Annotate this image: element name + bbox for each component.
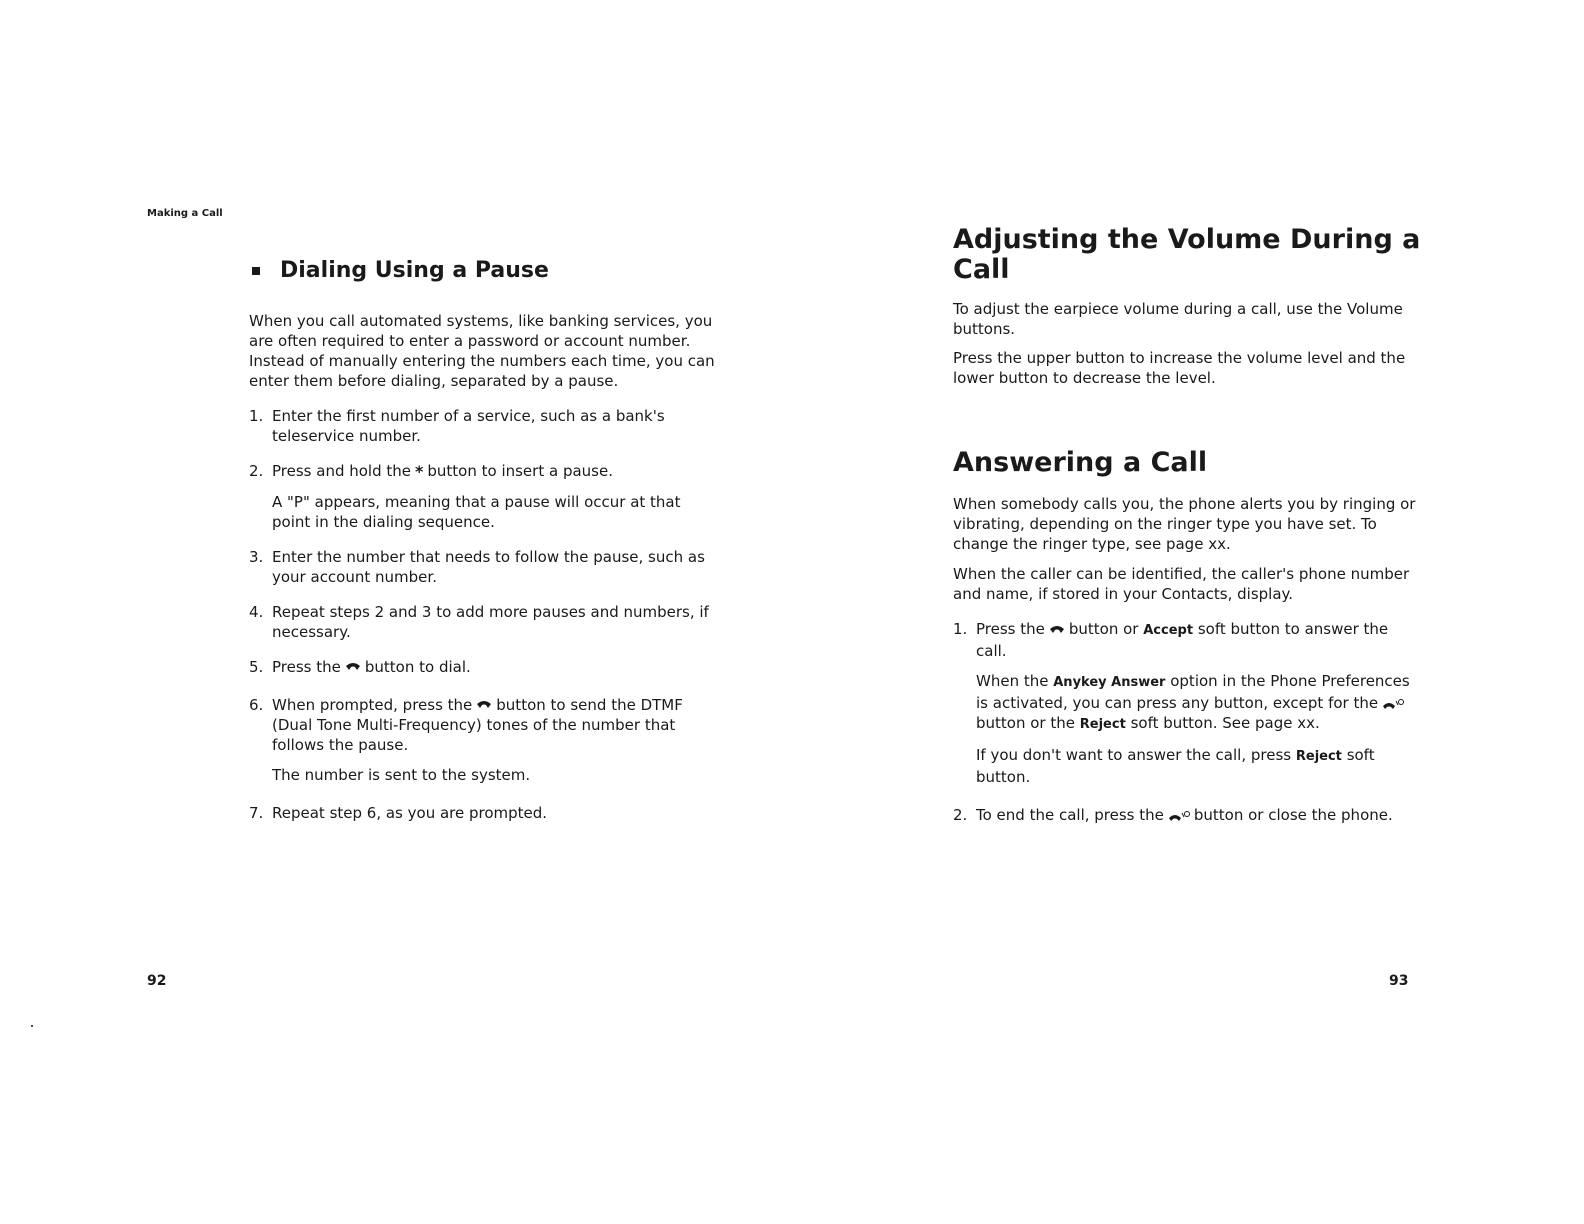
- end-call-icon: [1168, 810, 1190, 822]
- reject-softkey-label: Reject: [1079, 717, 1126, 732]
- page-number-right: 93: [1389, 973, 1409, 989]
- list-item: 7. Repeat step 6, as you are prompted.: [249, 803, 548, 822]
- paragraph: When somebody calls you, the phone alerts you by ringing or vibrating, depending on the ringer type you have set. To change the ringer type, see page xx.: [953, 495, 1416, 553]
- section-heading-volume: Adjusting the Volume During a Call: [953, 224, 1421, 285]
- paragraph: To adjust the earpiece volume during a call, use the Volume buttons.: [953, 300, 1403, 338]
- section-heading-dialing-pause: Dialing Using a Pause: [249, 258, 719, 283]
- list-item: 1. Enter the first number of a service, such as a bank's teleservice number.: [249, 407, 665, 445]
- anykey-answer-label: Anykey Answer: [1053, 675, 1166, 690]
- section-heading-answering: Answering a Call: [953, 447, 1208, 478]
- scan-speck: [31, 1025, 33, 1027]
- paragraph: Press the upper button to increase the volume level and the lower button to decrease the level.: [953, 349, 1406, 387]
- send-call-icon: [345, 662, 361, 672]
- list-item: 1. Press the button or Accept soft button to answer the call. When the Anykey Answer option in the Phone Preferences is activated, you can press any button, except for thebutton or the Reject soft button. See page xx. If you don't want to answer the call, press Reject soft button.: [953, 620, 1410, 786]
- list-item: 3. Enter the number that needs to follow the pause, such as your account number.: [249, 547, 705, 586]
- bullet-icon: [252, 267, 260, 275]
- list-item: 2. Press and hold the * button to insert a pause. A "P" appears, meaning that a pause will occur at that point in the dialing sequence.: [249, 461, 681, 531]
- accept-softkey-label: Accept: [1143, 623, 1194, 638]
- left-page-content: [249, 258, 719, 823]
- page-number-left: 92: [147, 973, 167, 989]
- list-item: 2. To end the call, press the button or close the phone.: [953, 806, 1393, 824]
- right-page-content: [953, 225, 1423, 825]
- running-header: Making a Call: [147, 208, 223, 219]
- star-key-icon: *: [415, 461, 424, 481]
- end-call-icon: [1382, 698, 1404, 710]
- intro-paragraph: When you call automated systems, like banking services, you are often required to enter a password or account number. Instead of manually entering the numbers each time, you can enter them before dialing, separated by a pause.: [249, 312, 715, 390]
- send-call-icon: [1049, 625, 1065, 635]
- list-item: 6. When prompted, press the button to send the DTMF (Dual Tone Multi-Frequency) tones of the number that follows the pause. The number is sent to the system.: [249, 695, 683, 784]
- reject-softkey-label: Reject: [1295, 749, 1342, 764]
- paragraph: When the caller can be identified, the caller's phone number and name, if stored in your Contacts, display.: [953, 565, 1410, 603]
- list-item: 5. Press the button to dial.: [249, 657, 471, 676]
- send-call-icon: [476, 700, 492, 710]
- list-item: 4. Repeat steps 2 and 3 to add more pauses and numbers, if necessary.: [249, 602, 709, 641]
